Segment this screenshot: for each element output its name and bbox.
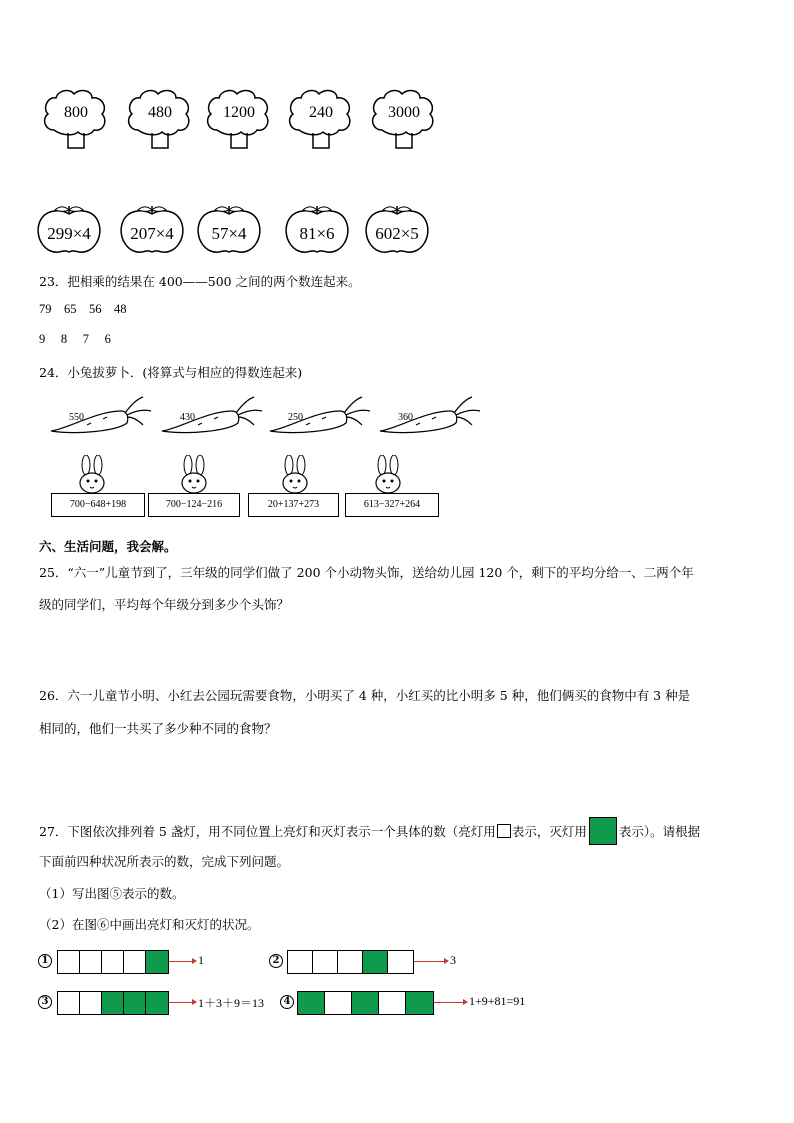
q27-text-a: 27．下图依次排列着 5 盏灯，用不同位置上亮灯和灭灯表示一个具体的数（亮灯用 bbox=[39, 824, 496, 839]
figure-number: 2 bbox=[269, 954, 283, 968]
lit-lamp bbox=[80, 992, 102, 1014]
unlit-lamp bbox=[146, 951, 168, 973]
lamp-row bbox=[57, 950, 169, 974]
figure-result: 1+9+81=91 bbox=[469, 994, 526, 1008]
apple-expression: 57×4 bbox=[211, 224, 247, 243]
unlit-lamp bbox=[352, 992, 379, 1014]
lamp-row bbox=[297, 991, 434, 1015]
question-27-sub1: （1）写出图⑤表示的数。 bbox=[39, 886, 185, 901]
q27-text-c: 表示）。请根据 bbox=[618, 824, 701, 839]
lit-lamp bbox=[58, 992, 80, 1014]
carrot-number: 550 bbox=[69, 412, 84, 423]
rabbit-icon bbox=[70, 455, 116, 497]
q27-text-b: 表示，灭灯用 bbox=[511, 824, 587, 839]
apple bbox=[118, 202, 186, 258]
arrow-icon bbox=[169, 961, 195, 962]
lit-lamp bbox=[338, 951, 363, 973]
apple-expression: 299×4 bbox=[47, 224, 91, 243]
arrow-icon bbox=[414, 961, 447, 962]
tree-icon bbox=[368, 86, 440, 158]
question-24: 24．小兔拔萝卜．(将算式与相应的得数连起来) bbox=[39, 365, 303, 380]
tree-number: 800 bbox=[64, 104, 88, 121]
figure-result: 1 bbox=[198, 953, 204, 967]
expression-box: 700−124−216 bbox=[148, 493, 240, 517]
q23-numbers-row2: 9 8 7 6 bbox=[39, 332, 111, 346]
figure-result: 1＋3＋9＝13 bbox=[198, 996, 265, 1010]
figure-result: 3 bbox=[450, 953, 456, 967]
carrot bbox=[158, 395, 268, 439]
expression-box: 613−327+264 bbox=[345, 493, 439, 517]
tree-number: 1200 bbox=[223, 104, 255, 121]
lit-lamp-symbol bbox=[497, 824, 511, 838]
lamp-row bbox=[287, 950, 414, 974]
tree-icon bbox=[124, 86, 196, 158]
lit-lamp bbox=[288, 951, 313, 973]
question-26-line1: 26．六一儿童节小明、小红去公园玩需要食物，小明买了 4 种，小红买的比小明多 5 种，他们俩买的食物中有 3 种是 bbox=[39, 688, 691, 703]
carrot bbox=[376, 395, 486, 439]
question-23: 23．把相乘的结果在 400——500 之间的两个数连起来。 bbox=[39, 274, 361, 289]
apple bbox=[283, 202, 351, 258]
q23-numbers-row1: 79 65 56 48 bbox=[39, 302, 127, 316]
rabbit-icon bbox=[172, 455, 218, 497]
tree bbox=[368, 86, 440, 158]
expression-box: 700−648+198 bbox=[51, 493, 145, 517]
unlit-lamp-symbol bbox=[589, 817, 617, 845]
apple bbox=[363, 202, 431, 258]
question-26-line2: 相同的，他们一共买了多少种不同的食物？ bbox=[39, 721, 277, 736]
unlit-lamp bbox=[363, 951, 388, 973]
apple-expression: 81×6 bbox=[299, 224, 335, 243]
tree-number: 240 bbox=[309, 104, 333, 121]
carrot-icon bbox=[376, 395, 486, 439]
lit-lamp bbox=[80, 951, 102, 973]
figure-number: 4 bbox=[280, 995, 294, 1009]
lit-lamp bbox=[58, 951, 80, 973]
lamp-row bbox=[57, 991, 169, 1015]
question-27-line1 bbox=[39, 817, 700, 845]
tree bbox=[203, 86, 275, 158]
tree-icon bbox=[203, 86, 275, 158]
carrot bbox=[47, 395, 157, 439]
question-25-line1: 25．“六一”儿童节到了，三年级的同学们做了 200 个小动物头饰，送给幼儿园 120 个，剩下的平均分给一、二两个年 bbox=[39, 565, 694, 580]
question-27-line2: 下面前四种状况所表示的数，完成下列问题。 bbox=[39, 854, 290, 869]
figure-number: 3 bbox=[38, 995, 52, 1009]
tree-icon bbox=[285, 86, 357, 158]
apple-expression: 602×5 bbox=[375, 224, 419, 243]
unlit-lamp bbox=[406, 992, 433, 1014]
rabbit-icon bbox=[366, 455, 412, 497]
lit-lamp bbox=[313, 951, 338, 973]
tree-number: 3000 bbox=[388, 104, 420, 121]
unlit-lamp bbox=[146, 992, 168, 1014]
arrow-icon bbox=[169, 1002, 195, 1003]
arrow-icon bbox=[434, 1002, 466, 1003]
expression-box: 20+137+273 bbox=[248, 493, 339, 517]
lit-lamp bbox=[379, 992, 406, 1014]
carrot-number: 430 bbox=[180, 412, 195, 423]
carrot bbox=[266, 395, 376, 439]
carrot-number: 360 bbox=[398, 412, 413, 423]
question-27-sub2: （2）在图⑥中画出亮灯和灭灯的状况。 bbox=[39, 917, 260, 932]
tree bbox=[124, 86, 196, 158]
apple-expression: 207×4 bbox=[130, 224, 174, 243]
lit-lamp bbox=[388, 951, 413, 973]
carrot-icon bbox=[266, 395, 376, 439]
unlit-lamp bbox=[102, 992, 124, 1014]
tree-icon bbox=[40, 86, 112, 158]
apple bbox=[35, 202, 103, 258]
unlit-lamp bbox=[124, 992, 146, 1014]
rabbit-icon bbox=[273, 455, 319, 497]
lit-lamp bbox=[325, 992, 352, 1014]
question-25-line2: 级的同学们，平均每个年级分到多少个头饰？ bbox=[39, 597, 290, 612]
carrot-icon bbox=[158, 395, 268, 439]
unlit-lamp bbox=[298, 992, 325, 1014]
carrot-number: 250 bbox=[288, 412, 303, 423]
lit-lamp bbox=[124, 951, 146, 973]
lit-lamp bbox=[102, 951, 124, 973]
tree-number: 480 bbox=[148, 104, 172, 121]
tree bbox=[285, 86, 357, 158]
apple bbox=[195, 202, 263, 258]
figure-number: 1 bbox=[38, 954, 52, 968]
carrot-icon bbox=[47, 395, 157, 439]
tree bbox=[40, 86, 112, 158]
section-heading: 六、生活问题，我会解。 bbox=[39, 539, 177, 554]
